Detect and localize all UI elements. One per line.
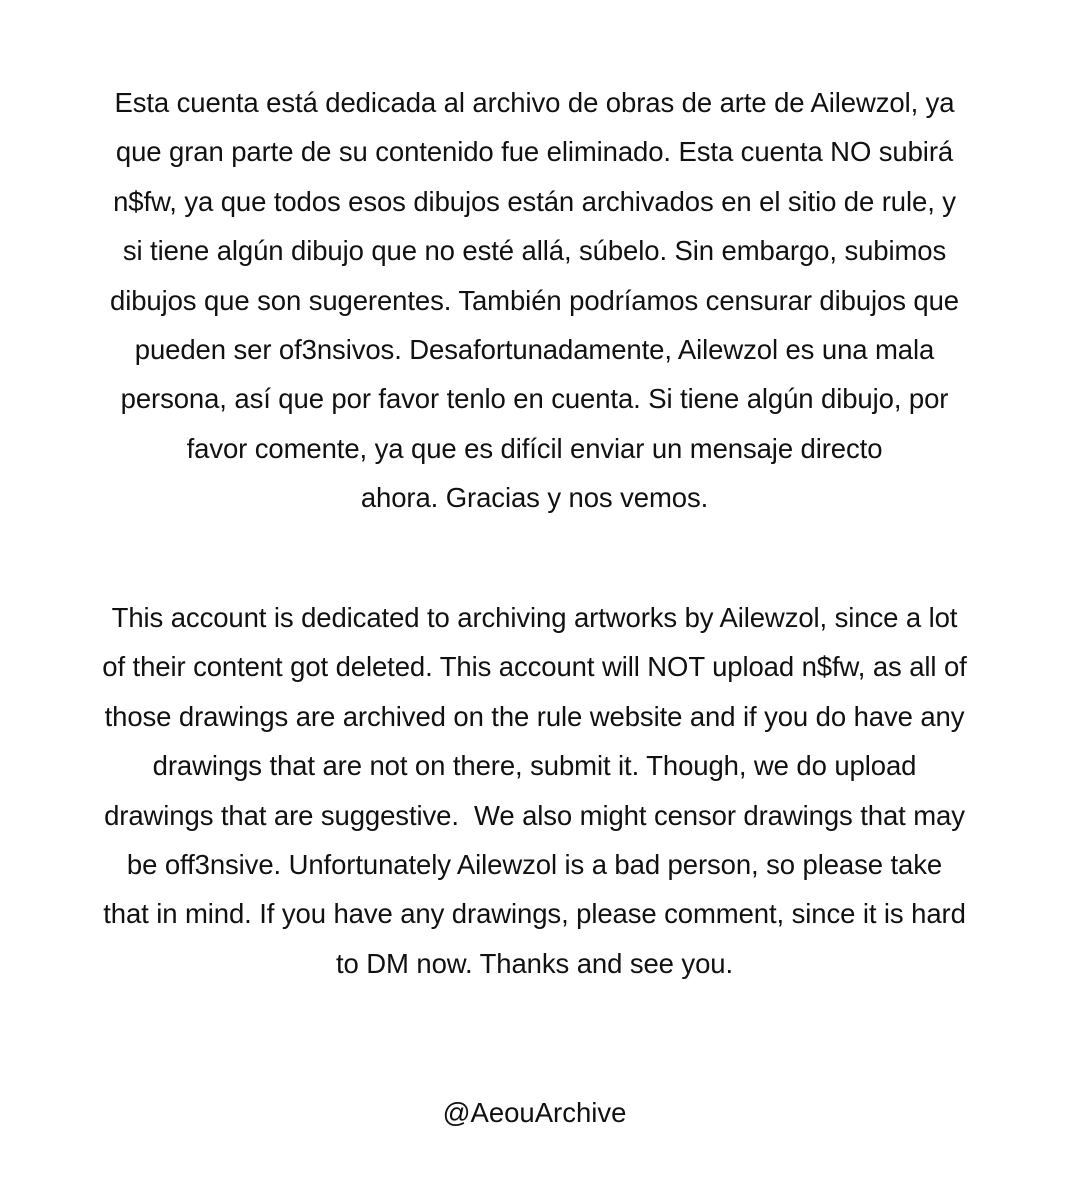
spanish-line: ahora. Gracias y nos vemos.: [360, 482, 709, 514]
english-line: be off3nsive. Unfortunately Ailewzol is a bad person, so please take: [126, 849, 943, 881]
english-line: drawings that are suggestive. We also might censor drawings that may: [104, 799, 965, 831]
english-line: to DM now. Thanks and see you.: [336, 947, 733, 979]
spanish-line: que gran parte de su contenido fue eliminado. Esta cuenta NO subirá: [115, 136, 954, 168]
english-line: those drawings are archived on the rule website and if you do have any: [104, 700, 965, 732]
english-line: that in mind. If you have any drawings, please comment, since it is hard: [103, 898, 966, 930]
spanish-line: si tiene algún dibujo que no esté allá, súbelo. Sin embargo, subimos: [122, 235, 947, 267]
english-line: This account is dedicated to archiving artworks by Ailewzol, since a lot: [111, 602, 958, 633]
english-line: drawings that are not on there, submit it. Though, we do upload: [152, 750, 917, 782]
spanish-line: dibujos que son sugerentes. También podríamos censurar dibujos que: [110, 284, 959, 316]
spanish-line: persona, así que por favor tenlo en cuenta. Si tiene algún dibujo, por: [120, 383, 949, 415]
english-line: of their content got deleted. This account will NOT upload n$fw, as all of: [102, 651, 967, 683]
spanish-line: Esta cuenta está dedicada al archivo de obras de arte de Ailewzol, ya: [114, 87, 955, 118]
account-handle: @AeouArchive: [442, 1097, 627, 1128]
spanish-line: n$fw, ya que todos esos dibujos están archivados en el sitio de rule, y: [113, 185, 956, 217]
spanish-line: pueden ser of3nsivos. Desafortunadamente, Ailewzol es una mala: [134, 334, 935, 366]
spanish-notice-paragraph: [0, 78, 1069, 523]
english-notice-paragraph: [0, 593, 1069, 988]
spanish-line: favor comente, ya que es difícil enviar un mensaje directo: [186, 432, 883, 464]
